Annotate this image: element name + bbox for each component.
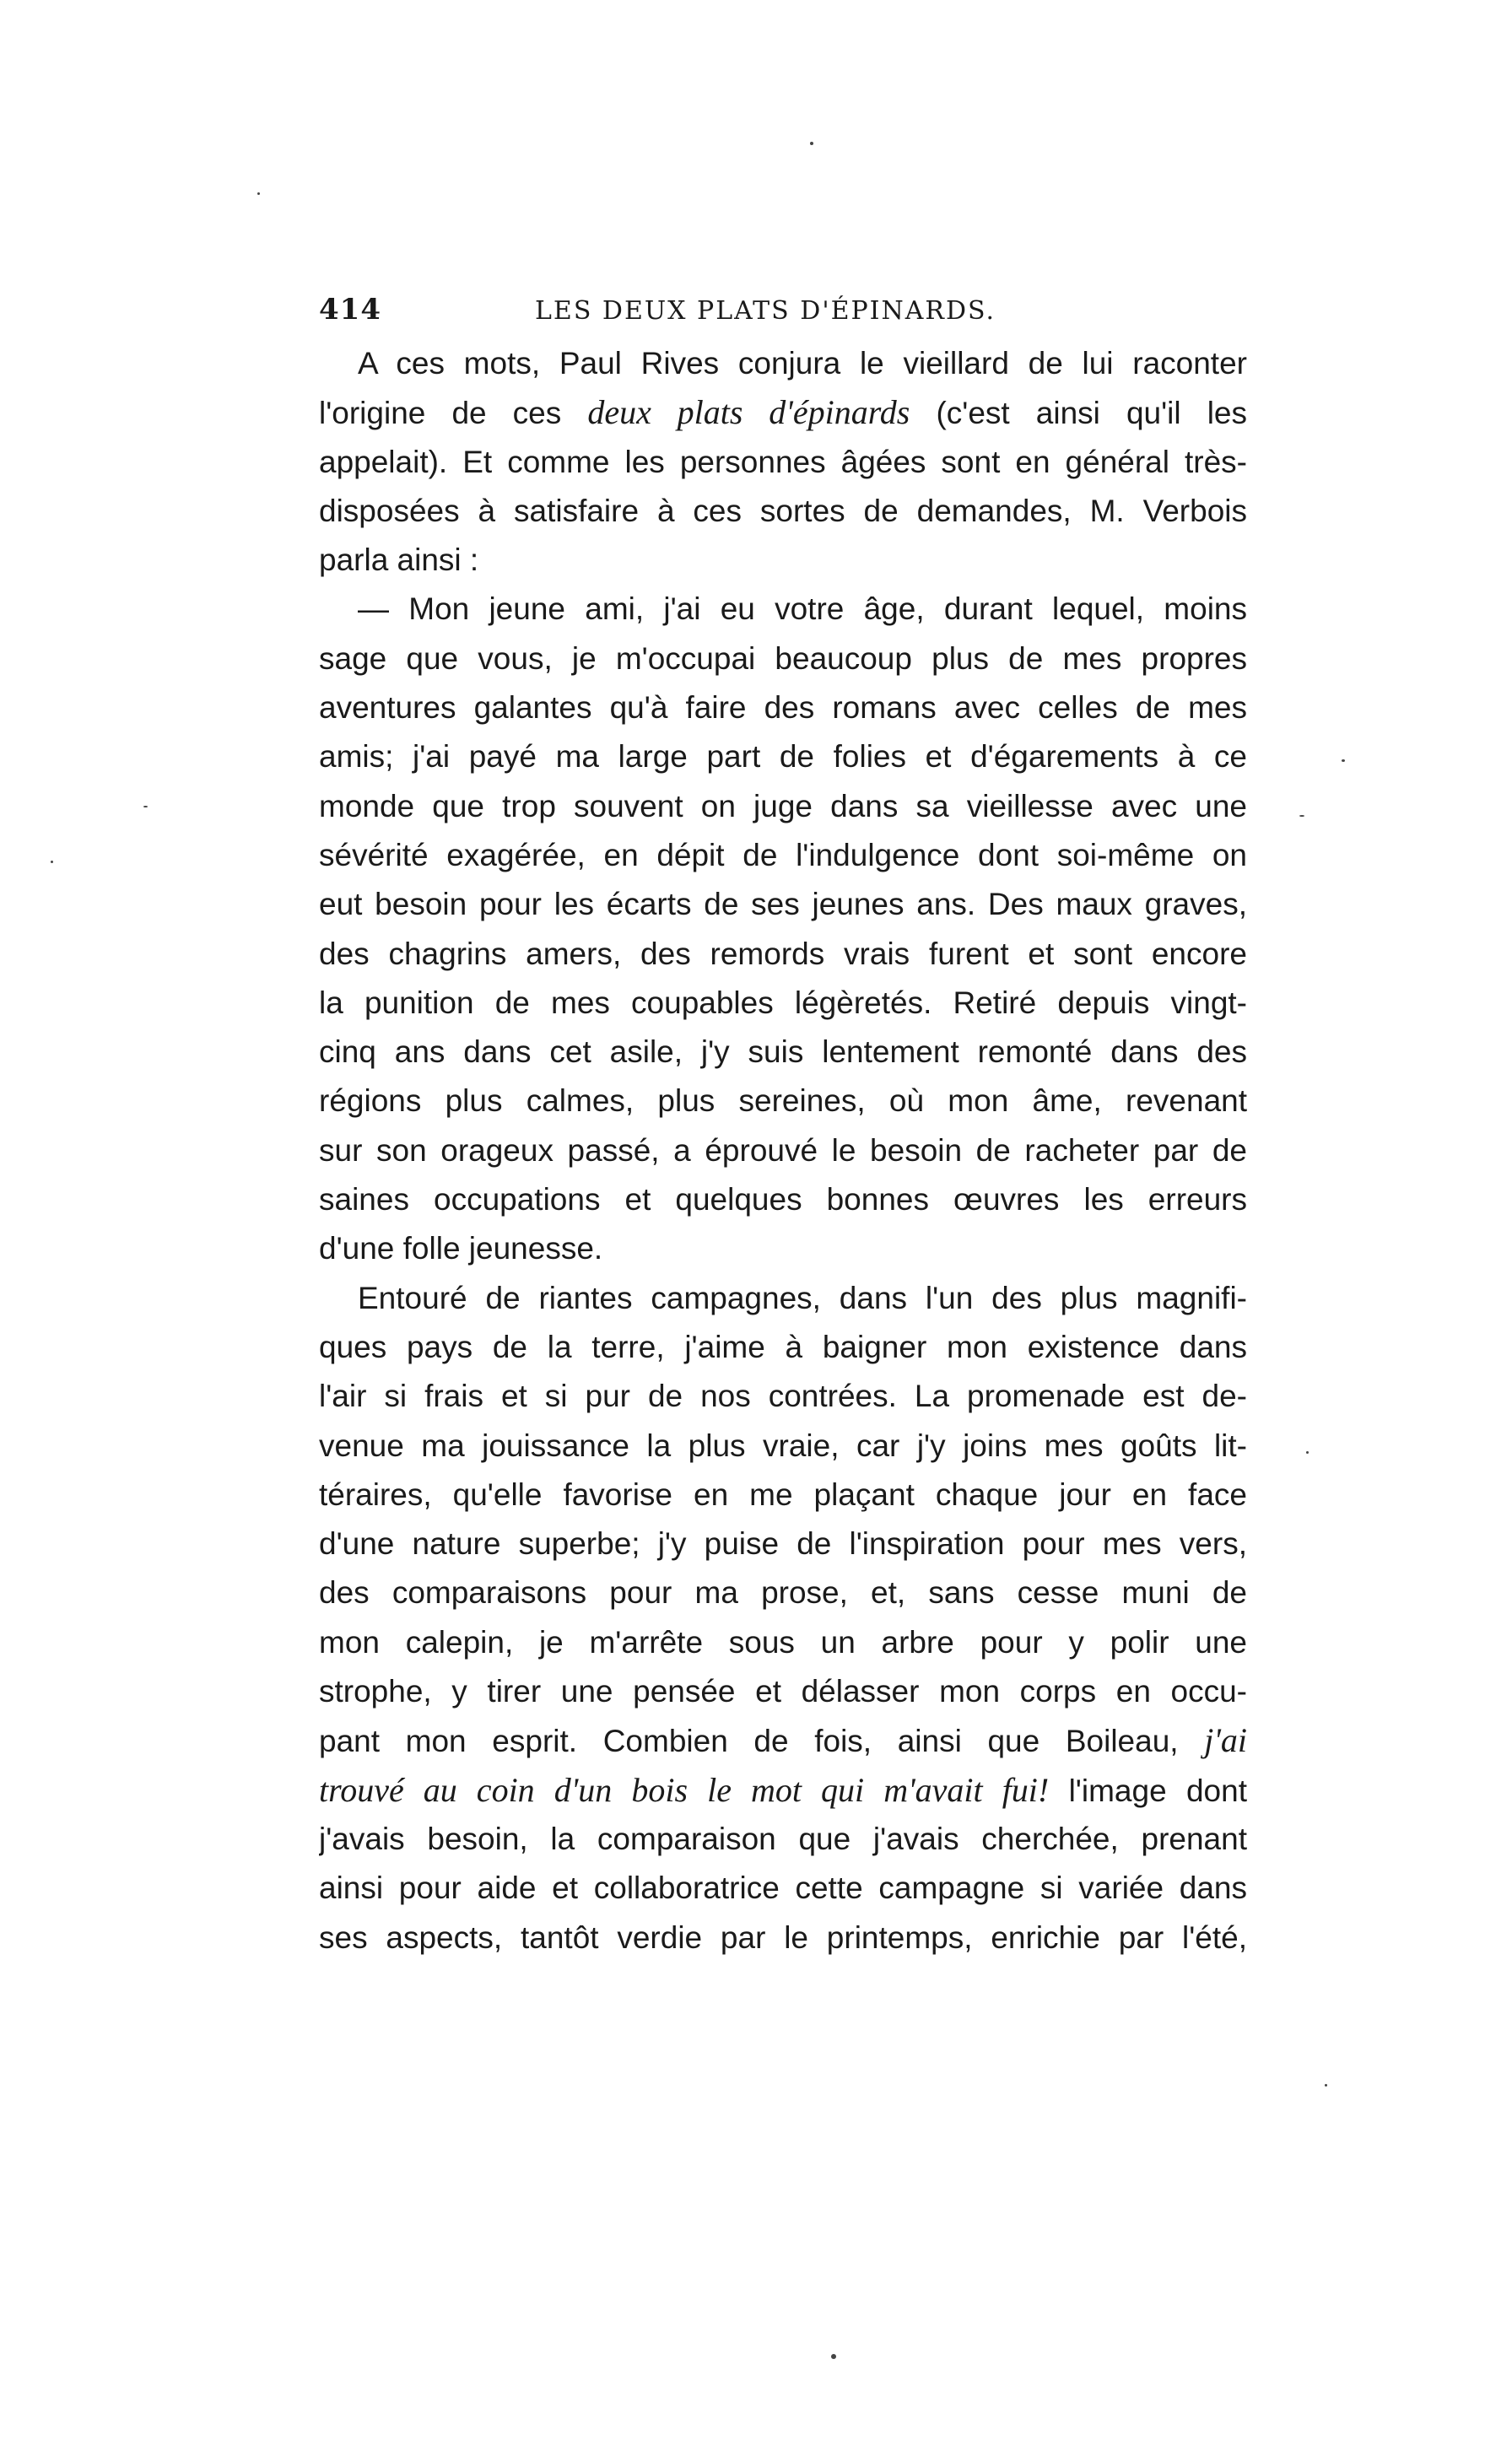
scan-speck xyxy=(51,861,53,863)
text-segment: pant mon esprit. Combien de fois, ainsi que Boileau, xyxy=(319,1724,1205,1759)
scan-speck xyxy=(1306,1451,1309,1454)
text-segment: mon calepin, je m'arrête sous un arbre pour y polir une xyxy=(319,1624,1247,1660)
text-line xyxy=(319,1618,1247,1667)
text-line xyxy=(319,1028,1247,1077)
scan-speck xyxy=(1299,815,1304,817)
text-segment: eut besoin pour les écarts de ses jeunes ans. Des maux graves, xyxy=(319,887,1247,922)
text-segment: parla ainsi : xyxy=(319,543,479,578)
text-line xyxy=(319,1914,1247,1962)
text-line xyxy=(319,1422,1247,1471)
running-title: LES DEUX PLATS D'ÉPINARDS. xyxy=(535,296,996,326)
text-segment: saines occupations et quelques bonnes œuvres les erreurs xyxy=(319,1182,1247,1217)
text-line xyxy=(319,1372,1247,1421)
scan-speck xyxy=(143,806,148,807)
text-segment: disposées à satisfaire à ces sortes de demandes, M. Verbois xyxy=(319,493,1247,528)
text-segment: téraires, qu'elle favorise en me plaçant chaque jour en face xyxy=(319,1477,1247,1512)
text-segment: ainsi pour aide et collaboratrice cette campagne si variée dans xyxy=(319,1871,1247,1906)
text-segment: aventures galantes qu'à faire des romans avec celles de mes xyxy=(319,690,1247,726)
text-segment: appelait). Et comme les personnes âgées sont en général très- xyxy=(319,444,1247,479)
italic-text: j'ai xyxy=(1204,1721,1247,1760)
text-segment: des chagrins amers, des remords vrais furent et sont encore xyxy=(319,936,1247,971)
text-segment: d'une folle jeunesse. xyxy=(319,1231,603,1266)
text-line xyxy=(319,487,1247,536)
scan-speck xyxy=(257,192,260,195)
text-line xyxy=(319,1815,1247,1864)
text-line xyxy=(319,880,1247,929)
text-segment: venue ma jouissance la plus vraie, car j'y joins mes goûts lit- xyxy=(319,1428,1247,1463)
scan-speck xyxy=(1342,759,1345,762)
scan-speck xyxy=(831,2354,836,2359)
text-line xyxy=(319,930,1247,979)
text-line xyxy=(319,634,1247,683)
text-line xyxy=(319,585,1247,634)
text-line xyxy=(319,1323,1247,1372)
text-line xyxy=(319,732,1247,781)
text-line xyxy=(319,683,1247,732)
text-line xyxy=(319,1568,1247,1617)
text-line xyxy=(319,1471,1247,1520)
scan-speck xyxy=(810,142,813,145)
text-segment: ses aspects, tantôt verdie par le printemps, enrichie par l'été, xyxy=(319,1919,1247,1955)
text-segment: j'avais besoin, la comparaison que j'avais cherchée, prenant xyxy=(319,1821,1247,1856)
text-segment: régions plus calmes, plus sereines, où mon âme, revenant xyxy=(319,1083,1247,1119)
text-segment: Entouré de riantes campagnes, dans l'un des plus magnifi- xyxy=(358,1280,1247,1315)
text-line xyxy=(319,1224,1247,1273)
italic-text: deux plats d'épinards xyxy=(587,393,910,432)
text-line xyxy=(319,1716,1247,1765)
text-line xyxy=(319,1864,1247,1913)
italic-text: trouvé au coin d'un bois le mot qui m'avait fui! xyxy=(319,1770,1050,1809)
text-line xyxy=(319,782,1247,831)
text-segment: sage que vous, je m'occupai beaucoup plus de mes propres xyxy=(319,640,1247,676)
text-line xyxy=(319,536,1247,585)
text-segment: ques pays de la terre, j'aime à baigner mon existence dans xyxy=(319,1329,1247,1364)
text-line xyxy=(319,1126,1247,1175)
text-line xyxy=(319,831,1247,880)
text-line xyxy=(319,1520,1247,1568)
text-segment: l'origine de ces xyxy=(319,396,588,431)
text-line xyxy=(319,339,1247,388)
text-line xyxy=(319,1175,1247,1224)
text-segment: monde que trop souvent on juge dans sa vieillesse avec une xyxy=(319,788,1247,823)
text-segment: sur son orageux passé, a éprouvé le besoin de racheter par de xyxy=(319,1132,1247,1168)
page-number: 414 xyxy=(319,293,381,327)
text-line xyxy=(319,388,1247,437)
text-line xyxy=(319,979,1247,1028)
text-segment: la punition de mes coupables légèretés. Retiré depuis vingt- xyxy=(319,985,1247,1020)
text-segment: — Mon jeune ami, j'ai eu votre âge, durant lequel, moins xyxy=(358,591,1247,627)
text-line xyxy=(319,1274,1247,1323)
text-segment: (c'est ainsi qu'il les xyxy=(910,396,1247,431)
text-segment: sévérité exagérée, en dépit de l'indulgence dont soi-même on xyxy=(319,837,1247,872)
running-head xyxy=(319,289,1247,331)
text-segment: amis; j'ai payé ma large part de folies et d'égarements à ce xyxy=(319,739,1247,775)
text-segment: l'air si frais et si pur de nos contrées. La promenade est de- xyxy=(319,1379,1247,1414)
text-segment: cinq ans dans cet asile, j'y suis lentement remonté dans des xyxy=(319,1034,1247,1070)
text-line xyxy=(319,438,1247,487)
text-segment: A ces mots, Paul Rives conjura le vieillard de lui raconter xyxy=(358,346,1247,381)
text-line xyxy=(319,1077,1247,1126)
text-line xyxy=(319,1667,1247,1716)
body-text xyxy=(319,339,1247,1962)
text-line xyxy=(319,1766,1247,1815)
scan-speck xyxy=(1325,2084,1327,2087)
text-segment: des comparaisons pour ma prose, et, sans cesse muni de xyxy=(319,1575,1247,1611)
text-segment: strophe, y tirer une pensée et délasser mon corps en occu- xyxy=(319,1674,1247,1709)
text-segment: l'image dont xyxy=(1049,1773,1247,1808)
text-segment: d'une nature superbe; j'y puise de l'inspiration pour mes vers, xyxy=(319,1526,1247,1562)
